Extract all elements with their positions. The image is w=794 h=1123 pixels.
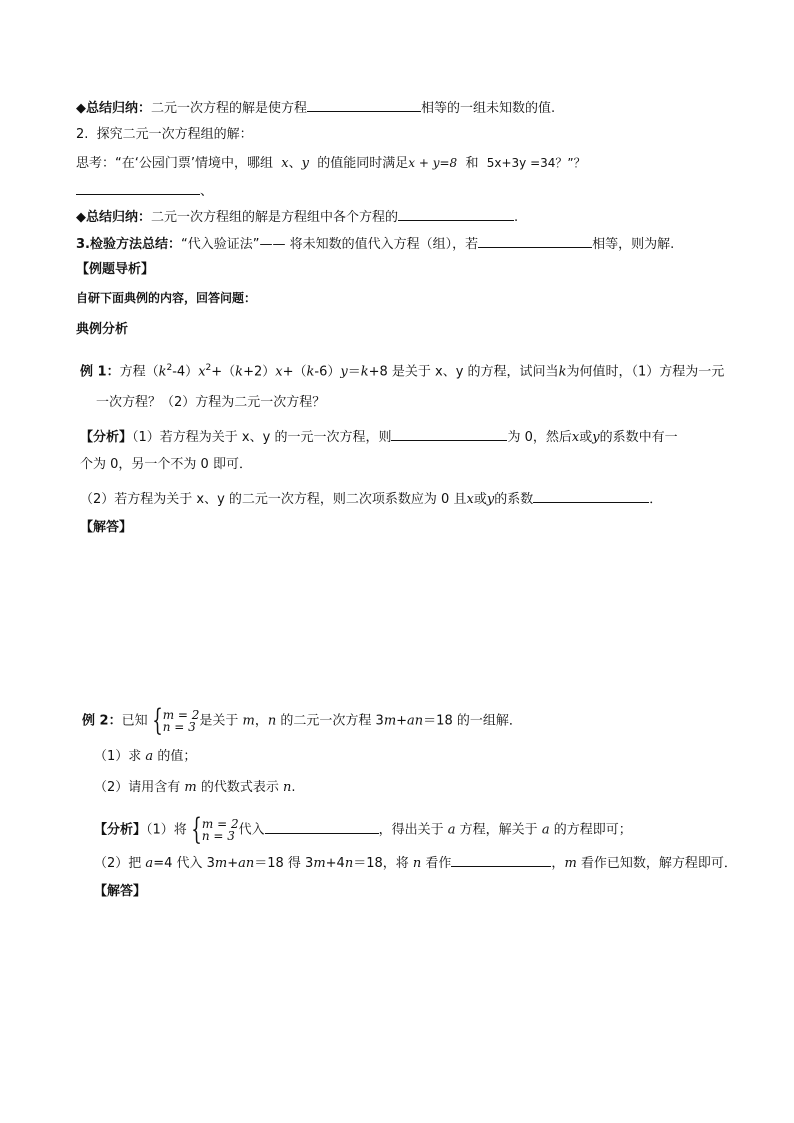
text: -4） xyxy=(172,364,199,380)
example-2-analysis-1 xyxy=(94,812,632,847)
text: 已知 xyxy=(121,713,148,729)
text: （2）若方程为关于 x、y 的二元一次方程，则二次项系数应为 0 且 xyxy=(80,492,467,507)
text: =4 代入 3 xyxy=(153,856,215,871)
bullet-icon: ◆ xyxy=(76,101,86,116)
var-x: x xyxy=(466,492,474,507)
summary-text-end: 相等的一组未知数的值. xyxy=(421,101,556,116)
example-label: 例 1： xyxy=(80,364,120,380)
equation-system: { m = 2 n = 3 xyxy=(191,812,239,847)
var-x: x xyxy=(571,430,580,445)
summary-label: 总结归纳： xyxy=(86,101,152,116)
text: ． xyxy=(649,492,663,507)
system-eq-1: m = 2 xyxy=(201,817,239,831)
example-1-analysis-2: 个为 0，另一个不为 0 即可． xyxy=(80,457,252,472)
text: 方程（ xyxy=(119,364,159,380)
var-x: x xyxy=(281,156,289,171)
text: ＝ xyxy=(347,364,361,380)
summary-2 xyxy=(76,206,518,227)
var-n: n xyxy=(267,713,277,729)
equation-2: 5x+3y =34？”？ xyxy=(486,156,586,170)
text: +2） xyxy=(243,364,276,380)
summary-1 xyxy=(76,97,555,118)
example-2-analysis-2 xyxy=(94,852,737,873)
var-k: k xyxy=(235,364,244,380)
text: + xyxy=(227,856,239,871)
text: （2）把 xyxy=(94,856,142,871)
text: +8 是关于 x、y 的方程，试问当 xyxy=(368,364,559,380)
var-k: k xyxy=(306,364,315,380)
var-y: y xyxy=(592,430,600,445)
equation-1: x + y=8 xyxy=(408,156,458,170)
text: （1）若方程为关于 x、y 的一元一次方程，则 xyxy=(132,430,392,445)
var-m: m xyxy=(313,856,326,871)
var-x: x xyxy=(198,364,206,380)
analysis-label: 【分析】 xyxy=(94,822,147,838)
var-n: n xyxy=(412,856,422,871)
var-y: y xyxy=(486,492,495,507)
text: -6） xyxy=(314,364,341,380)
system-eq-2: n = 3 xyxy=(162,720,196,734)
item-text-end: 相等，则为解. xyxy=(592,237,675,252)
example-2-question-2 xyxy=(94,779,296,797)
think-line xyxy=(76,154,586,173)
example-2-question-1 xyxy=(94,748,196,766)
section-heading-example-guide: 【例题导析】 xyxy=(76,262,155,277)
item-text: 探究二元一次方程组的解： xyxy=(96,127,253,142)
var-n: n xyxy=(344,856,354,871)
var-k: k xyxy=(558,364,567,380)
answer-blank[interactable] xyxy=(76,180,200,195)
summary-label: 总结归纳： xyxy=(86,210,152,225)
example-1-analysis-1 xyxy=(80,426,678,447)
think-answer-line xyxy=(76,180,213,201)
text: 或 xyxy=(579,430,593,445)
var-k: k xyxy=(158,364,167,380)
answer-blank[interactable] xyxy=(478,233,592,248)
text: ＝18，将 xyxy=(353,856,409,871)
bullet-icon: ◆ xyxy=(76,210,86,225)
var-n: n xyxy=(283,780,292,795)
var-an: an xyxy=(407,713,424,729)
var-an: an xyxy=(238,856,255,871)
text: ， xyxy=(551,856,565,871)
answer-blank[interactable] xyxy=(398,206,514,221)
answer-blank[interactable] xyxy=(391,426,507,441)
var-a: a xyxy=(145,856,154,871)
text: 的方程即可； xyxy=(553,822,632,838)
think-mid: 的值能同时满足 xyxy=(317,156,409,171)
think-tail: 、 xyxy=(200,184,214,199)
example-1-line-1: 例 1：方程$(k^2-4)x^2+(k+2)x+(k-6)y=k+8$ 是关于 x、y 的方程，试问当k为何值时，（1）方程为一元 xyxy=(80,363,725,380)
text: （1）求 xyxy=(94,749,142,764)
var-m: m xyxy=(564,856,577,871)
text: 为 0，然后 xyxy=(507,430,572,445)
text: 或 xyxy=(473,492,487,507)
text: +4 xyxy=(325,856,345,871)
var-m: m xyxy=(214,856,228,871)
text: . xyxy=(291,780,296,795)
analysis-label: 【分析】 xyxy=(80,430,133,445)
var-a: a xyxy=(447,822,456,838)
text: +（ xyxy=(211,364,236,380)
var-a: a xyxy=(145,749,154,764)
text: 看作 xyxy=(425,856,452,871)
example-2-statement xyxy=(82,703,522,738)
var-m: m xyxy=(383,713,397,729)
item-label: 3.检验方法总结： xyxy=(76,237,181,252)
example-label: 例 2： xyxy=(82,713,122,729)
answer-blank[interactable] xyxy=(307,97,421,112)
text: 为何值时，（1）方程为一元 xyxy=(566,364,725,380)
text: 的代数式表示 xyxy=(200,780,279,795)
text: （1）将 xyxy=(146,822,187,838)
item-2 xyxy=(76,126,253,144)
text: （2）请用含有 xyxy=(94,780,181,795)
system-eq-1: m = 2 xyxy=(162,708,200,722)
think-prefix: 思考：“在‘公园门票’情境中，哪组 xyxy=(76,156,273,171)
item-text: “代入验证法”—— 将未知数的值代入方程（组），若 xyxy=(180,237,479,252)
var-k: k xyxy=(360,364,369,380)
var-y: y xyxy=(301,156,309,171)
example-2-answer-label: 【解答】 xyxy=(94,884,147,899)
text: 的系数中有一 xyxy=(599,430,678,445)
summary-text: 二元一次方程组的解是方程组中各个方程的 xyxy=(151,210,399,225)
var-a: a xyxy=(541,822,550,838)
var-m: m xyxy=(242,713,255,729)
text: 看作已知数，解方程即可． xyxy=(580,856,737,871)
text: 代入 xyxy=(238,822,265,838)
text: 的系数 xyxy=(494,492,534,507)
text: 的值； xyxy=(157,749,197,764)
item-number: 2. xyxy=(76,127,89,142)
text: 是关于 xyxy=(199,713,239,729)
example-1-line-2: 一次方程？（2）方程为二元一次方程？ xyxy=(96,395,326,410)
example-1-analysis-3 xyxy=(80,488,662,509)
sep: 、 xyxy=(288,156,302,171)
system-eq-2: n = 3 xyxy=(201,829,235,843)
var-x: x xyxy=(275,364,283,380)
section-heading-typical: 典例分析 xyxy=(76,322,129,337)
var-y: y xyxy=(340,364,348,380)
text: 方程，解关于 xyxy=(459,822,538,838)
text: + xyxy=(396,713,408,729)
and-word: 和 xyxy=(465,156,479,171)
answer-blank[interactable] xyxy=(451,852,551,867)
period: . xyxy=(514,210,519,225)
text: ，得出关于 xyxy=(378,822,444,838)
item-3 xyxy=(76,233,674,254)
text: 的二元一次方程 3 xyxy=(280,713,384,729)
text: ， xyxy=(254,713,268,729)
equation-system: { m = 2 n = 3 xyxy=(151,703,200,738)
answer-blank[interactable] xyxy=(533,488,649,503)
var-m: m xyxy=(184,780,197,795)
summary-text: 二元一次方程的解是使方程 xyxy=(151,101,308,116)
answer-blank[interactable] xyxy=(265,819,379,834)
text: +（ xyxy=(282,364,307,380)
text: ＝18 得 3 xyxy=(254,856,314,871)
text: ＝18 的一组解． xyxy=(423,713,522,729)
self-study-instruction: 自研下面典例的内容，回答问题： xyxy=(76,291,257,305)
example-1-answer-label: 【解答】 xyxy=(80,520,133,535)
